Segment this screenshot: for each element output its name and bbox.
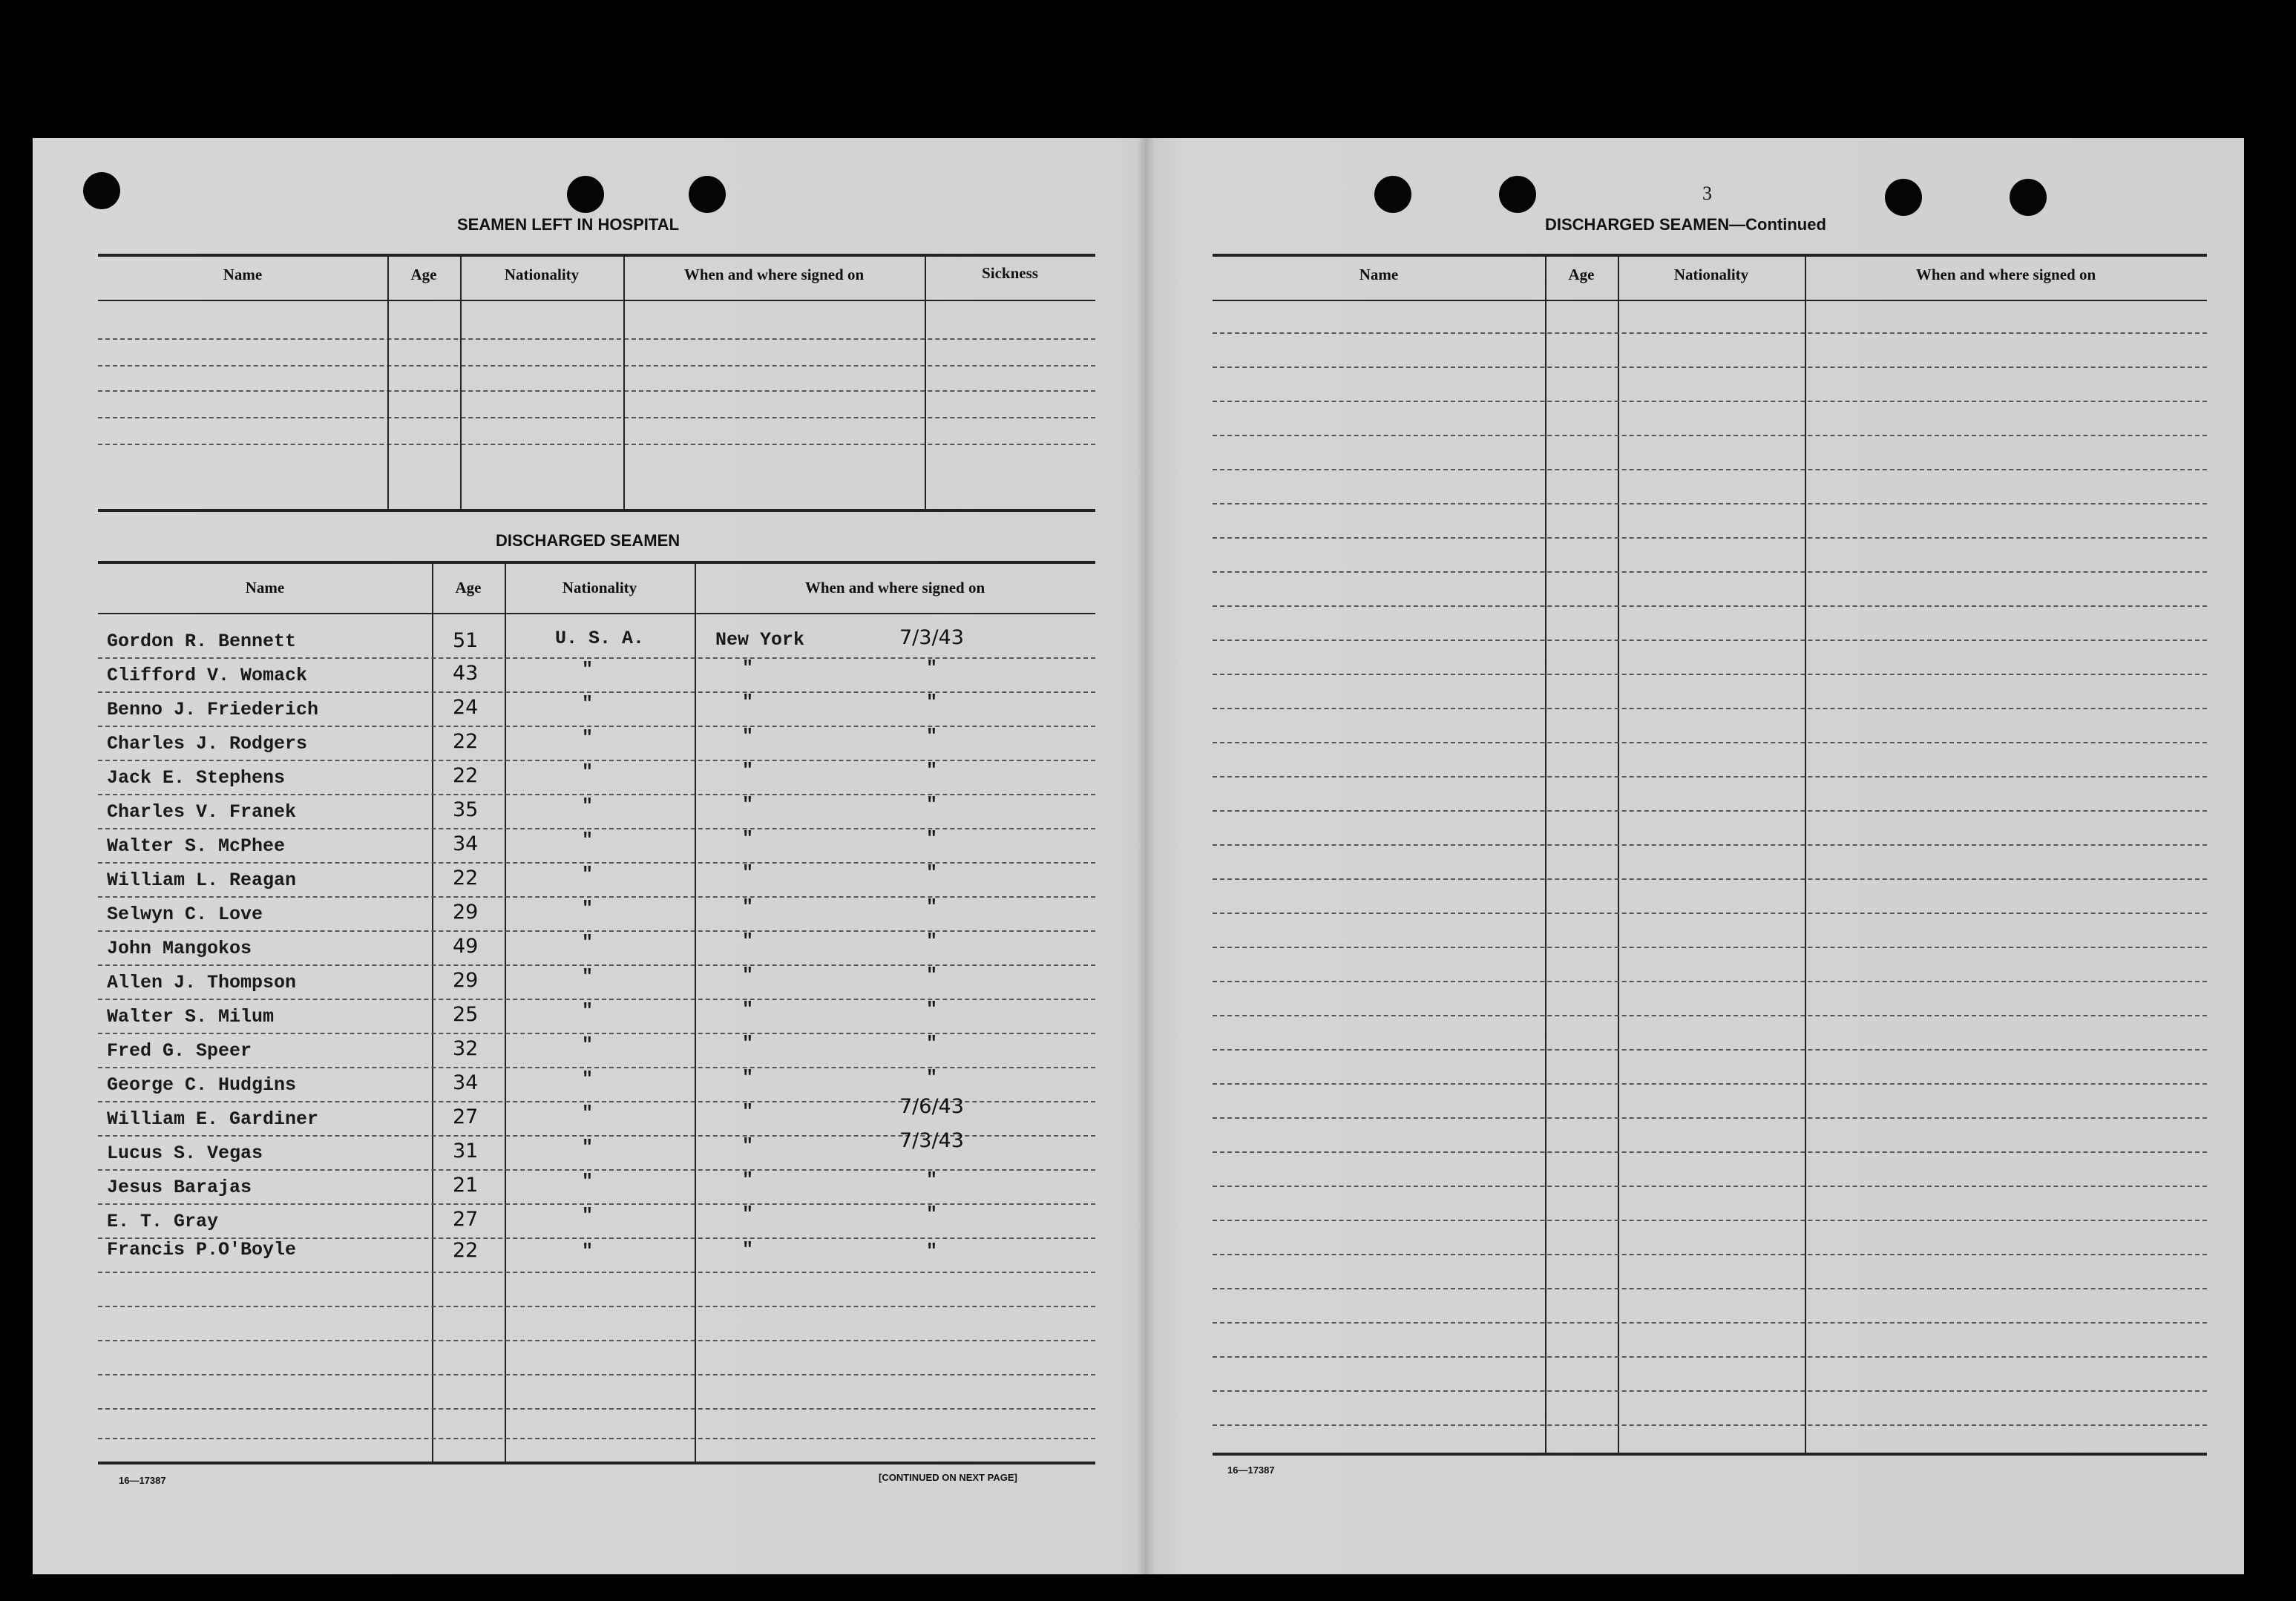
- signed-on-place: ": [742, 691, 754, 713]
- column-divider: [623, 254, 625, 509]
- signed-on-place: ": [742, 657, 754, 679]
- seaman-nationality: ": [582, 1205, 594, 1226]
- table-border: [1213, 254, 2207, 257]
- row-line: [1213, 401, 2207, 402]
- signed-on-place: ": [742, 930, 754, 952]
- signed-on-date: ": [926, 760, 938, 781]
- seaman-name: Gordon R. Bennett: [107, 631, 297, 652]
- row-line: [1213, 1015, 2207, 1016]
- seaman-nationality: ": [582, 829, 594, 851]
- punch-hole: [2010, 179, 2047, 216]
- seaman-name: John Mangokos: [107, 938, 252, 959]
- signed-on-place: ": [742, 1203, 754, 1225]
- seaman-name: Walter S. McPhee: [107, 835, 286, 857]
- row-line: [1213, 776, 2207, 778]
- signed-on-date: 7/6/43: [899, 1095, 964, 1118]
- punch-hole: [689, 176, 726, 213]
- table-border: [98, 509, 1095, 512]
- row-line: [1213, 674, 2207, 675]
- signed-on-date: ": [926, 1033, 938, 1054]
- row-line: [1213, 844, 2207, 846]
- seaman-age: 21: [453, 1174, 479, 1197]
- seaman-age: 27: [453, 1208, 479, 1231]
- seaman-name: Walter S. Milum: [107, 1006, 275, 1028]
- row-line: [98, 1169, 1095, 1171]
- seaman-nationality: ": [582, 693, 594, 714]
- row-line: [1213, 1424, 2207, 1426]
- seaman-nationality: ": [582, 1171, 594, 1192]
- row-line: [1213, 947, 2207, 948]
- signed-on-date: ": [926, 862, 938, 884]
- row-line: [1213, 1356, 2207, 1358]
- discharged-continued-title: DISCHARGED SEAMEN—Continued: [1545, 215, 1826, 234]
- row-line: [1213, 469, 2207, 470]
- seaman-age: 29: [453, 901, 479, 924]
- hospital-section-title: SEAMEN LEFT IN HOSPITAL: [457, 215, 680, 234]
- center-fold: [1137, 138, 1155, 1574]
- seaman-nationality: ": [582, 932, 594, 953]
- table-border: [98, 561, 1095, 564]
- column-header-sickness: Sickness: [982, 264, 1038, 282]
- row-line: [98, 760, 1095, 761]
- seaman-age: 51: [453, 629, 479, 652]
- seaman-name: Francis P.O'Boyle: [107, 1239, 297, 1260]
- seaman-age: 24: [453, 696, 479, 719]
- row-line: [1213, 366, 2207, 368]
- signed-on-date: ": [926, 964, 938, 986]
- column-header-name: Name: [223, 266, 263, 283]
- signed-on-date: ": [926, 726, 938, 747]
- row-line: [1213, 1083, 2207, 1085]
- signed-on-place: ": [742, 1135, 754, 1157]
- signed-on-date: ": [926, 657, 938, 679]
- column-header-nationality: Nationality: [504, 266, 580, 283]
- seaman-age: 34: [453, 1071, 479, 1094]
- signed-on-place: ": [742, 896, 754, 918]
- row-line: [98, 338, 1095, 340]
- row-line: [1213, 981, 2207, 982]
- row-line: [98, 1203, 1095, 1205]
- column-divider: [1545, 254, 1546, 1453]
- table-border: [98, 300, 1095, 301]
- signed-on-place: ": [742, 862, 754, 884]
- seaman-age: 22: [453, 1239, 479, 1262]
- row-line: [98, 964, 1095, 966]
- signed-on-place: ": [742, 1239, 754, 1260]
- row-line: [98, 417, 1095, 418]
- seaman-nationality: ": [582, 1034, 594, 1056]
- seaman-name: Jesus Barajas: [107, 1177, 252, 1198]
- seaman-name: Allen J. Thompson: [107, 972, 297, 993]
- seaman-name: George C. Hudgins: [107, 1074, 297, 1096]
- column-header-nationality: Nationality: [1673, 266, 1749, 283]
- seaman-age: 35: [453, 798, 479, 821]
- row-line: [98, 1272, 1095, 1273]
- row-line: [98, 657, 1095, 659]
- seaman-nationality: ": [582, 795, 594, 817]
- seaman-name: Selwyn C. Love: [107, 904, 263, 925]
- signed-on-place: New York: [715, 629, 805, 651]
- column-header-signed-on: When and where signed on: [683, 266, 865, 283]
- discharged-section-title: DISCHARGED SEAMEN: [496, 531, 680, 550]
- seaman-age: 22: [453, 764, 479, 787]
- signed-on-place: ": [742, 828, 754, 849]
- row-line: [1213, 503, 2207, 504]
- table-border: [98, 613, 1095, 614]
- row-line: [98, 862, 1095, 864]
- signed-on-date: 7/3/43: [899, 1129, 964, 1152]
- row-line: [1213, 1254, 2207, 1255]
- signed-on-date: 7/3/43: [899, 626, 964, 649]
- signed-on-date: ": [926, 1169, 938, 1191]
- punch-hole: [1374, 176, 1411, 213]
- punch-hole: [83, 172, 120, 209]
- seaman-age: 29: [453, 969, 479, 992]
- column-divider: [432, 561, 433, 1462]
- column-header-signed-on: When and where signed on: [804, 579, 985, 596]
- row-line: [98, 1408, 1095, 1410]
- signed-on-date: ": [926, 896, 938, 918]
- row-line: [98, 365, 1095, 366]
- row-line: [98, 1067, 1095, 1068]
- seaman-age: 25: [453, 1003, 479, 1026]
- column-header-name: Name: [1359, 266, 1399, 283]
- column-header-name: Name: [245, 579, 285, 596]
- signed-on-date: ": [926, 828, 938, 849]
- signed-on-place: ": [742, 999, 754, 1020]
- seaman-nationality: ": [582, 761, 594, 783]
- column-header-signed-on: When and where signed on: [1915, 266, 2096, 283]
- row-line: [98, 1340, 1095, 1341]
- seaman-age: 43: [453, 662, 479, 685]
- column-divider: [695, 561, 696, 1462]
- signed-on-place: ": [742, 1067, 754, 1088]
- seaman-name: Clifford V. Womack: [107, 665, 308, 686]
- seaman-name: Lucus S. Vegas: [107, 1143, 263, 1164]
- seaman-nationality: ": [582, 659, 594, 680]
- row-line: [1213, 537, 2207, 539]
- signed-on-date: ": [926, 1203, 938, 1225]
- row-line: [98, 1306, 1095, 1307]
- punch-hole: [1499, 176, 1536, 213]
- seaman-nationality: ": [582, 1068, 594, 1090]
- seaman-name: Jack E. Stephens: [107, 767, 286, 789]
- signed-on-place: ": [742, 1169, 754, 1191]
- seaman-age: 49: [453, 935, 479, 958]
- column-divider: [460, 254, 462, 509]
- seaman-nationality: ": [582, 727, 594, 749]
- column-header-nationality: Nationality: [562, 579, 637, 596]
- signed-on-place: ": [742, 1101, 754, 1122]
- row-line: [1213, 878, 2207, 880]
- seaman-age: 22: [453, 730, 479, 753]
- seaman-nationality: ": [582, 1102, 594, 1124]
- row-line: [98, 794, 1095, 795]
- row-line: [98, 1438, 1095, 1439]
- row-line: [1213, 435, 2207, 436]
- signed-on-date: ": [926, 930, 938, 952]
- row-line: [1213, 605, 2207, 607]
- row-line: [1213, 1151, 2207, 1153]
- table-border: [1213, 1453, 2207, 1456]
- column-divider: [387, 254, 389, 509]
- row-line: [98, 444, 1095, 445]
- seaman-name: Benno J. Friederich: [107, 699, 319, 720]
- continued-note: [CONTINUED ON NEXT PAGE]: [879, 1472, 1017, 1483]
- signed-on-date: ": [926, 794, 938, 815]
- seaman-name: Charles V. Franek: [107, 801, 297, 823]
- signed-on-date: ": [926, 999, 938, 1020]
- table-border: [1213, 300, 2207, 301]
- form-number: 16—17387: [119, 1475, 166, 1486]
- row-line: [1213, 1288, 2207, 1289]
- row-line: [1213, 1220, 2207, 1221]
- row-line: [98, 1033, 1095, 1034]
- column-divider: [1618, 254, 1619, 1453]
- seaman-nationality: U. S. A.: [555, 628, 645, 649]
- document-sheet: [33, 138, 2244, 1574]
- signed-on-place: ": [742, 964, 754, 986]
- seaman-name: William L. Reagan: [107, 869, 297, 891]
- seaman-nationality: ": [582, 898, 594, 919]
- seaman-age: 27: [453, 1105, 479, 1128]
- row-line: [98, 930, 1095, 932]
- column-divider: [505, 561, 506, 1462]
- row-line: [98, 828, 1095, 829]
- signed-on-place: ": [742, 760, 754, 781]
- punch-hole: [567, 176, 604, 213]
- signed-on-date: ": [926, 1240, 938, 1262]
- column-header-age: Age: [455, 579, 482, 596]
- column-divider: [925, 254, 926, 509]
- row-line: [1213, 1390, 2207, 1392]
- seaman-age: 34: [453, 832, 479, 855]
- row-line: [1213, 708, 2207, 709]
- punch-hole: [1885, 179, 1922, 216]
- seaman-name: E. T. Gray: [107, 1211, 219, 1232]
- row-line: [1213, 810, 2207, 812]
- row-line: [1213, 1049, 2207, 1051]
- seaman-name: Fred G. Speer: [107, 1040, 252, 1062]
- seaman-age: 31: [453, 1140, 479, 1163]
- row-line: [98, 390, 1095, 392]
- signed-on-date: ": [926, 1067, 938, 1088]
- seaman-name: Charles J. Rodgers: [107, 733, 308, 755]
- row-line: [1213, 640, 2207, 641]
- row-line: [1213, 1322, 2207, 1324]
- signed-on-date: ": [926, 691, 938, 713]
- table-border: [98, 254, 1095, 257]
- signed-on-place: ": [742, 1033, 754, 1054]
- seaman-nationality: ": [582, 1137, 594, 1158]
- seaman-nationality: ": [582, 1240, 594, 1262]
- row-line: [1213, 571, 2207, 573]
- page-number: 3: [1702, 183, 1712, 204]
- signed-on-place: ": [742, 726, 754, 747]
- seaman-nationality: ": [582, 966, 594, 987]
- seaman-age: 22: [453, 867, 479, 890]
- row-line: [1213, 332, 2207, 334]
- seaman-nationality: ": [582, 864, 594, 885]
- seaman-name: William E. Gardiner: [107, 1108, 319, 1130]
- column-divider: [1805, 254, 1806, 1453]
- row-line: [98, 896, 1095, 898]
- row-line: [1213, 1117, 2207, 1119]
- row-line: [1213, 1186, 2207, 1187]
- row-line: [98, 691, 1095, 693]
- signed-on-place: ": [742, 794, 754, 815]
- form-number: 16—17387: [1227, 1464, 1275, 1476]
- column-header-age: Age: [1568, 266, 1595, 283]
- row-line: [1213, 913, 2207, 914]
- row-line: [98, 726, 1095, 727]
- column-header-age: Age: [410, 266, 437, 283]
- table-border: [98, 1462, 1095, 1464]
- row-line: [98, 1374, 1095, 1375]
- row-line: [1213, 742, 2207, 743]
- seaman-nationality: ": [582, 1000, 594, 1022]
- row-line: [98, 999, 1095, 1000]
- seaman-age: 32: [453, 1037, 479, 1060]
